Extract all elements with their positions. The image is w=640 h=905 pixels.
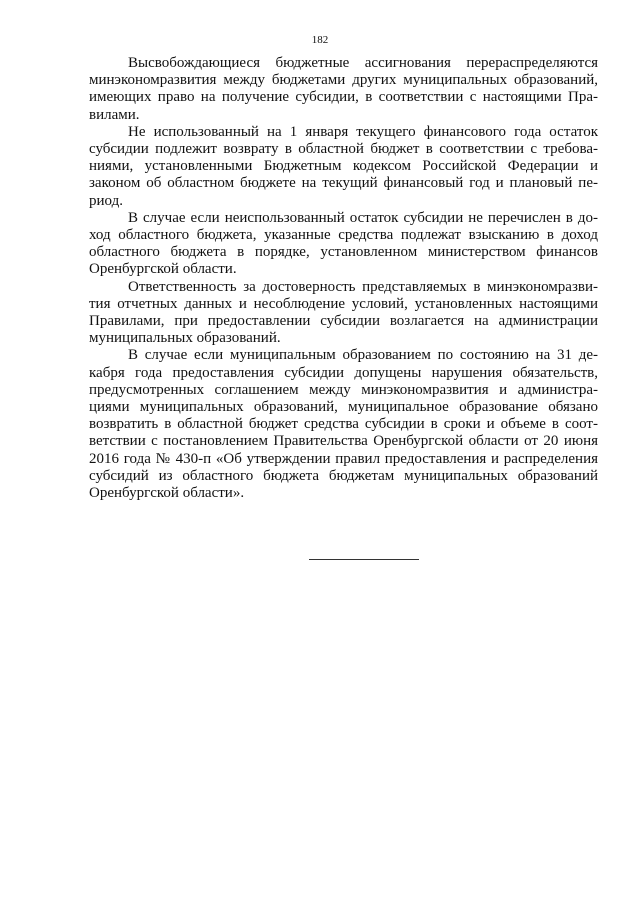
page-number: 182 (311, 34, 329, 46)
end-of-text-divider (309, 559, 419, 560)
paragraph-unused-balance-return: Не использованный на 1 января текущего финансового года остаток субсидии подлежит возврату в областной бюджет в соответствии с требованиями, установленными Бюджетным кодексом Российской Федерации и законом об областном бюджете на текущий финансовый год и плановый период. (89, 123, 598, 209)
paragraph-recovery: В случае если неиспользованный остаток субсидии не перечислен в доход областного бюджета, указанные средства подлежат взысканию в доход областного бюджета в порядке, установленном министерством финансов Оренбургской области. (89, 209, 598, 278)
paragraph-violations: В случае если муниципальным образованием по состоянию на 31 декабря года предоставления субсидии допущены нарушения обязательств, предусмотренных соглашением между минэкономразвития и администрациями муниципальных образований, муниципальное образование обязано возвратить в областной бюджет средства субсидии в сроки и объеме в соответствии с постановлением Правительства Оренбургской области от 20 июня 2016 года № 430-п «Об утверждении правил предоставления и распределения субсидий из областного бюджета бюджетам муниципальных образований Оренбургской области». (89, 347, 598, 502)
paragraph-responsibility: Ответственность за достоверность представляемых в минэкономразвития отчетных данных и несоблюдение условий, установленных настоящими Правилами, при предоставлении субсидии возлагается на администрации муниципальных образований. (89, 278, 598, 347)
document-body (89, 55, 598, 502)
paragraph-reallocation: Высвобождающиеся бюджетные ассигнования перераспределяются минэкономразвития между бюджетами других муниципальных образований, имеющих право на получение субсидии, в соответствии с настоящими Правилами. (89, 55, 598, 123)
